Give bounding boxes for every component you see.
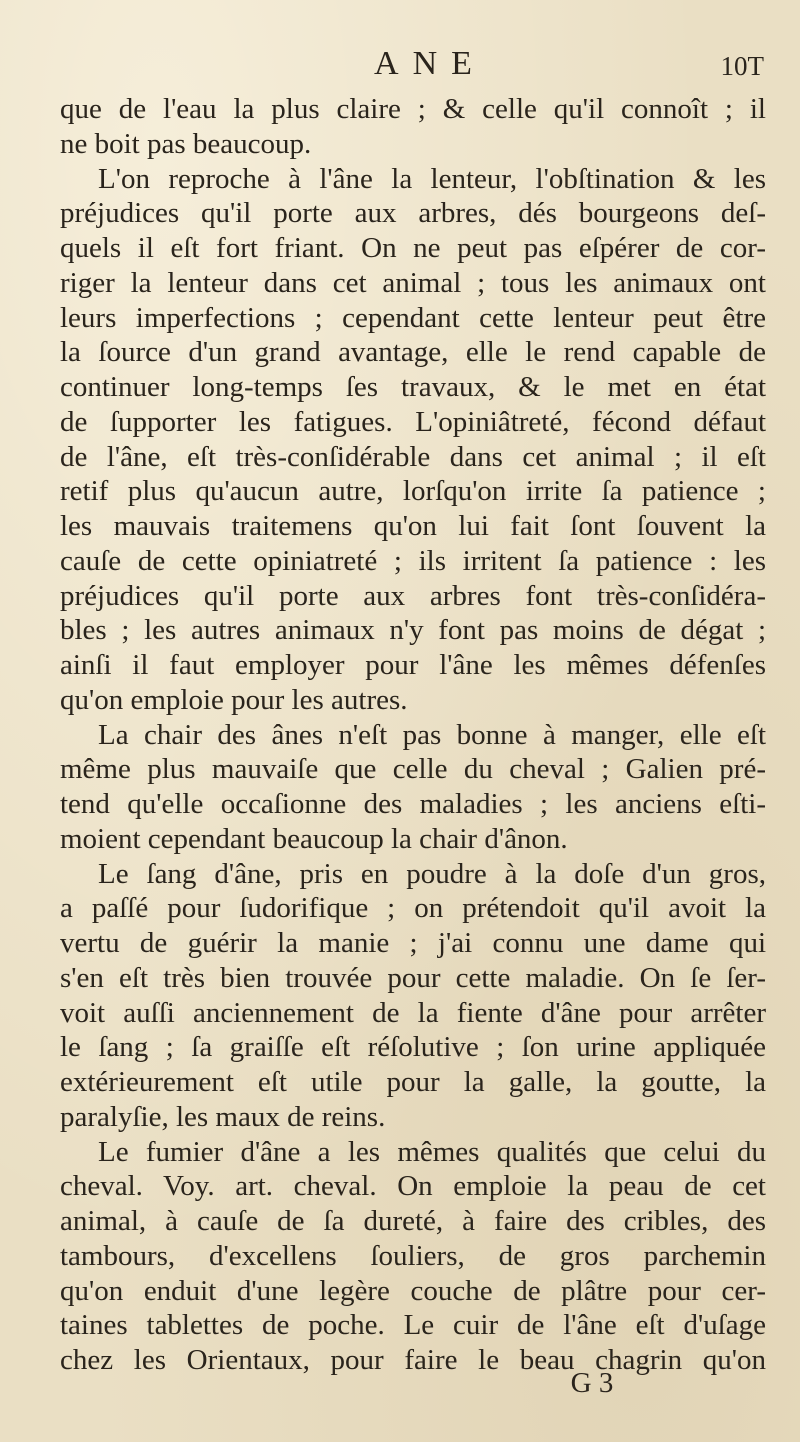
text-line: quels il eſt fort friant. On ne peut pas eſpérer de cor- bbox=[60, 232, 766, 264]
text-line: animal, à cauſe de ſa dureté, à faire des cribles, des bbox=[60, 1205, 766, 1237]
text-line: ainſi il faut employer pour l'âne les mêmes défenſes bbox=[60, 649, 766, 681]
text-line: cheval. Voy. art. cheval. On emploie la peau de cet bbox=[60, 1170, 766, 1203]
text-line: voit auſſi anciennement de la fiente d'âne pour arrêter bbox=[60, 996, 766, 1029]
text-line: vertu de guérir la manie ; j'ai connu une dame qui bbox=[60, 927, 766, 959]
text-line: La chair des ânes n'eſt pas bonne à manger, elle eſt bbox=[98, 718, 766, 751]
text-line: leurs imperfections ; cependant cette lenteur peut être bbox=[60, 301, 766, 334]
text-line: tambours, d'excellens ſouliers, de gros parchemin bbox=[60, 1239, 766, 1272]
text-line: a paſſé pour ſudorifique ; on prétendoit qu'il avoit la bbox=[60, 892, 766, 925]
text-line: cauſe de cette opiniatreté ; ils irritent ſa patience : les bbox=[60, 544, 766, 577]
body-text bbox=[60, 92, 766, 1378]
text-line: chez les Orientaux, pour faire le beau chagrin qu'on bbox=[60, 1344, 766, 1376]
text-line: L'on reproche à l'âne la lenteur, l'obſtination & les bbox=[98, 162, 766, 195]
text-line: extérieurement eſt utile pour la galle, la goutte, la bbox=[60, 1066, 766, 1098]
text-line: préjudices qu'il porte aux arbres font très-conſidéra- bbox=[60, 579, 766, 612]
text-line: qu'on emploie pour les autres. bbox=[60, 683, 408, 716]
text-line: paralyſie, les maux de reins. bbox=[60, 1100, 386, 1133]
text-line: continuer long-temps ſes travaux, & le met en état bbox=[60, 371, 766, 403]
text-line: que de l'eau la plus claire ; & celle qu'il connoît ; il bbox=[60, 93, 766, 125]
text-line: retif plus qu'aucun autre, lorſqu'on irrite ſa patience ; bbox=[60, 475, 766, 508]
text-line: bles ; les autres animaux n'y font pas moins de dégat ; bbox=[60, 614, 766, 647]
text-line: préjudices qu'il porte aux arbres, dés bourgeons deſ- bbox=[60, 197, 766, 230]
page-header bbox=[0, 44, 800, 84]
text-line: la ſource d'un grand avantage, elle le rend capable de bbox=[60, 336, 766, 369]
text-line: riger la lenteur dans cet animal ; tous les animaux ont bbox=[60, 266, 766, 299]
text-line: les mauvais traitemens qu'on lui fait ſont ſouvent la bbox=[60, 510, 766, 542]
text-line: moient cependant beaucoup la chair d'ânon. bbox=[60, 822, 568, 855]
text-line: s'en eſt très bien trouvée pour cette maladie. On ſe ſer- bbox=[60, 961, 766, 994]
text-line: Le fumier d'âne a les mêmes qualités que celui du bbox=[98, 1135, 766, 1168]
signature-mark: G 3 bbox=[570, 1367, 614, 1399]
text-line: taines tablettes de poche. Le cuir de l'âne eſt d'uſage bbox=[60, 1309, 766, 1342]
text-line: ne boit pas beaucoup. bbox=[60, 127, 312, 160]
text-line: de ſupporter les fatigues. L'opiniâtreté, fécond défaut bbox=[60, 405, 766, 438]
text-line: tend qu'elle occaſionne des maladies ; les anciens eſti- bbox=[60, 788, 766, 820]
text-line: de l'âne, eſt très-conſidérable dans cet animal ; il eſt bbox=[60, 440, 766, 473]
text-line: Le ſang d'âne, pris en poudre à la doſe d'un gros, bbox=[98, 857, 766, 890]
text-line: qu'on enduit d'une legère couche de plâtre pour cer- bbox=[60, 1274, 766, 1307]
text-line: le ſang ; ſa graiſſe eſt réſolutive ; ſon urine appliquée bbox=[60, 1031, 766, 1064]
page-number: 10T bbox=[720, 51, 764, 81]
running-head: ANE bbox=[374, 45, 486, 82]
text-line: même plus mauvaiſe que celle du cheval ; Galien pré- bbox=[60, 753, 766, 786]
